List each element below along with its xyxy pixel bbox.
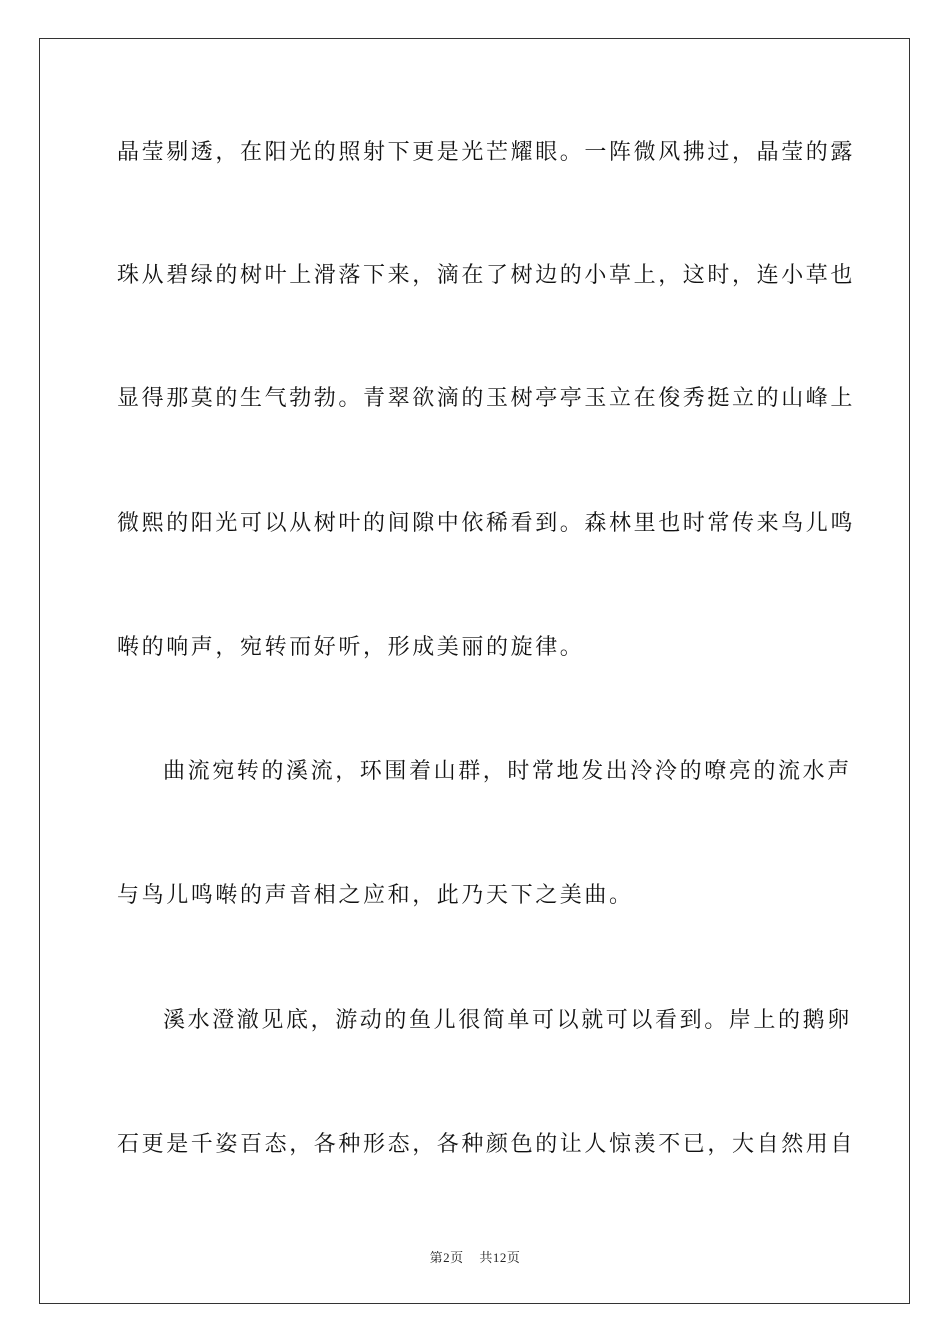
- page-footer: [0, 1247, 950, 1266]
- text-line-8: 溪水澄澈见底，游动的鱼儿很简单可以就可以看到。岸上的鹅卵: [163, 1008, 852, 1033]
- page-number-current: 第2页: [429, 1250, 464, 1265]
- page-border: [39, 38, 910, 1304]
- text-line-7: 与鸟儿鸣啭的声音相之应和，此乃天下之美曲。: [117, 883, 634, 908]
- text-line-1: 晶莹剔透，在阳光的照射下更是光芒耀眼。一阵微风拂过，晶莹的露: [117, 140, 856, 165]
- text-line-6: 曲流宛转的溪流，环围着山群，时常地发出泠泠的嘹亮的流水声: [163, 759, 852, 784]
- text-line-5: 啭的响声，宛转而好听，形成美丽的旋律。: [117, 635, 585, 660]
- text-line-4: 微熙的阳光可以从树叶的间隙中依稀看到。森林里也时常传来鸟儿鸣: [117, 511, 856, 536]
- page-number-total: 共12页: [479, 1250, 521, 1265]
- text-line-2: 珠从碧绿的树叶上滑落下来，滴在了树边的小草上，这时，连小草也: [117, 263, 856, 288]
- text-line-9: 石更是千姿百态，各种形态，各种颜色的让人惊羡不已，大自然用自: [117, 1132, 856, 1157]
- text-line-3: 显得那莫的生气勃勃。青翠欲滴的玉树亭亭玉立在俊秀挺立的山峰上: [117, 386, 856, 411]
